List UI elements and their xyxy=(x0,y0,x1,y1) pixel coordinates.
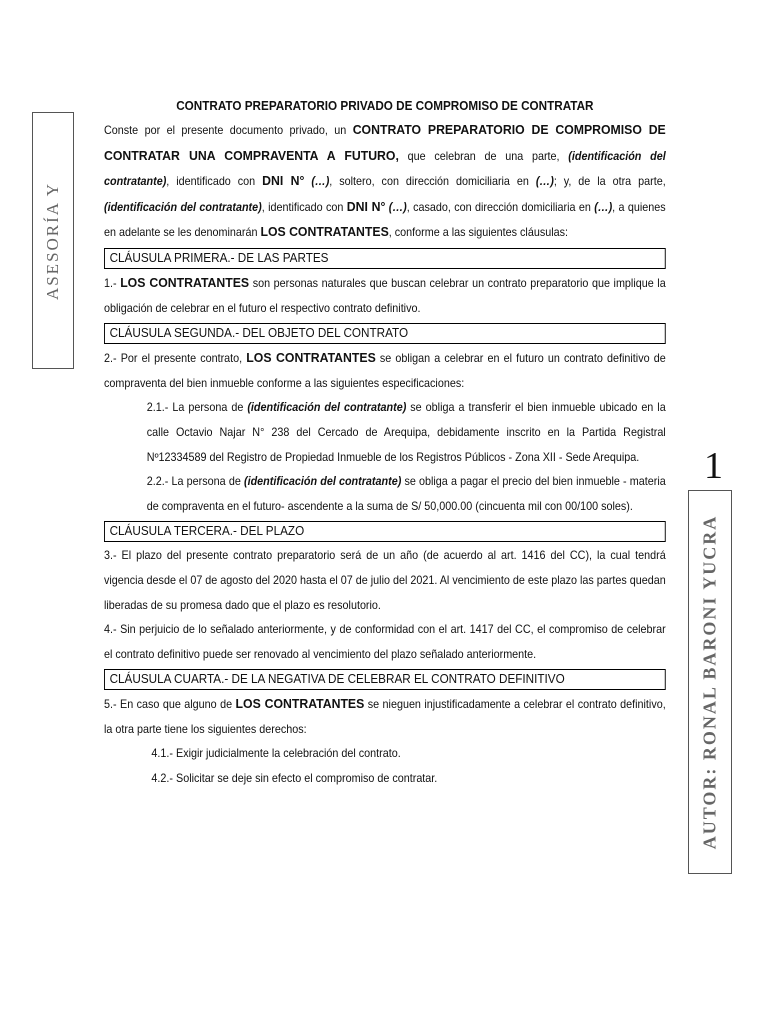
left-banner-text xyxy=(43,181,63,299)
clause-4-item-2: 4.2.- Solicitar se deje sin efecto el compromiso de contratar. xyxy=(151,772,438,786)
clause-2-item-2: 2.2.- La persona de (identificación del contratante) se obliga a pagar el precio del bien inmueble - materia de compraventa en el futuro- ascendente a la suma de S/ 50,000.00 (cincuenta mil con 00/100 soles). xyxy=(146,475,666,513)
clause-3-heading: CLÁUSULA TERCERA.- DEL PLAZO xyxy=(104,521,666,542)
clause-4-paragraph: 5.- En caso que alguno de LOS CONTRATANTES se nieguen injustificadamente a celebrar el contrato definitivo, la otra parte tiene los siguientes derechos: xyxy=(104,696,666,736)
right-side-banner xyxy=(688,490,732,874)
clause-2-paragraph: 2.- Por el presente contrato, LOS CONTRATANTES se obligan a celebrar en el futuro un contrato definitivo de compraventa del bien inmueble conforme a las siguientes especificaciones: xyxy=(104,350,666,390)
clause-4-item-1: 4.1.- Exigir judicialmente la celebración del contrato. xyxy=(151,747,401,761)
clause-2-heading: CLÁUSULA SEGUNDA.- DEL OBJETO DEL CONTRATO xyxy=(104,323,666,344)
clause-2-item-1: 2.1.- La persona de (identificación del contratante) se obliga a transferir el bien inmueble ubicado en la calle Octavio Najar N° 238 del Cercado de Arequipa, debidamente inscrito en la Partida Registral Nº12334589 del Registro de Propiedad Inmueble de los Registros Públicos - Zona XII - Sede Arequipa. xyxy=(146,401,666,464)
intro-paragraph: Conste por el presente documento privado, un CONTRATO PREPARATORIO DE COMPROMISO DE CONTRATAR UNA COMPRAVENTA A FUTURO, que celebran de una parte, (identificación del contratante), identificado con DNI N° (…), soltero, con dirección domiciliaria en (…); y, de la otra parte, (identificación del contratante), identificado con DNI N° (…), casado, con dirección domiciliaria en (…), a quienes en adelante se les denominarán LOS CONTRATANTES, conforme a las siguientes cláusulas: xyxy=(104,122,666,240)
clause-3-paragraph-2: 4.- Sin perjuicio de lo señalado anteriormente, y de conformidad con el art. 1417 del CC, el compromiso de celebrar el contrato definitivo puede ser renovado al vencimiento del plazo señalado anteriormente. xyxy=(104,623,666,661)
clause-3-paragraph-1: 3.- El plazo del presente contrato preparatorio será de un año (de acuerdo al art. 1416 del CC), la cual tendrá vigencia desde el 07 de agosto del 2020 hasta el 07 de julio del 2021. Al vencimiento de este plazo las partes quedan liberadas de su promesa dado que el plazo es resolutorio. xyxy=(104,549,666,612)
clause-1-paragraph: 1.- LOS CONTRATANTES son personas naturales que buscan celebrar un contrato preparatorio que implique la obligación de celebrar en el futuro el respectivo contrato definitivo. xyxy=(104,274,666,315)
clause-4-heading: CLÁUSULA CUARTA.- DE LA NEGATIVA DE CELEBRAR EL CONTRATO DEFINITIVO xyxy=(104,669,666,690)
left-banner-label: ASESORÍA Y xyxy=(43,181,62,300)
document-title: CONTRATO PREPARATORIO PRIVADO DE COMPROMISO DE CONTRATAR xyxy=(176,99,594,113)
author-label: AUTOR: RONAL BARONI YUCRA xyxy=(699,514,720,850)
page-number: 1 xyxy=(704,445,723,487)
left-side-banner xyxy=(32,112,74,369)
clause-1-heading: CLÁUSULA PRIMERA.- DE LAS PARTES xyxy=(104,248,666,269)
contract-document xyxy=(104,96,666,792)
